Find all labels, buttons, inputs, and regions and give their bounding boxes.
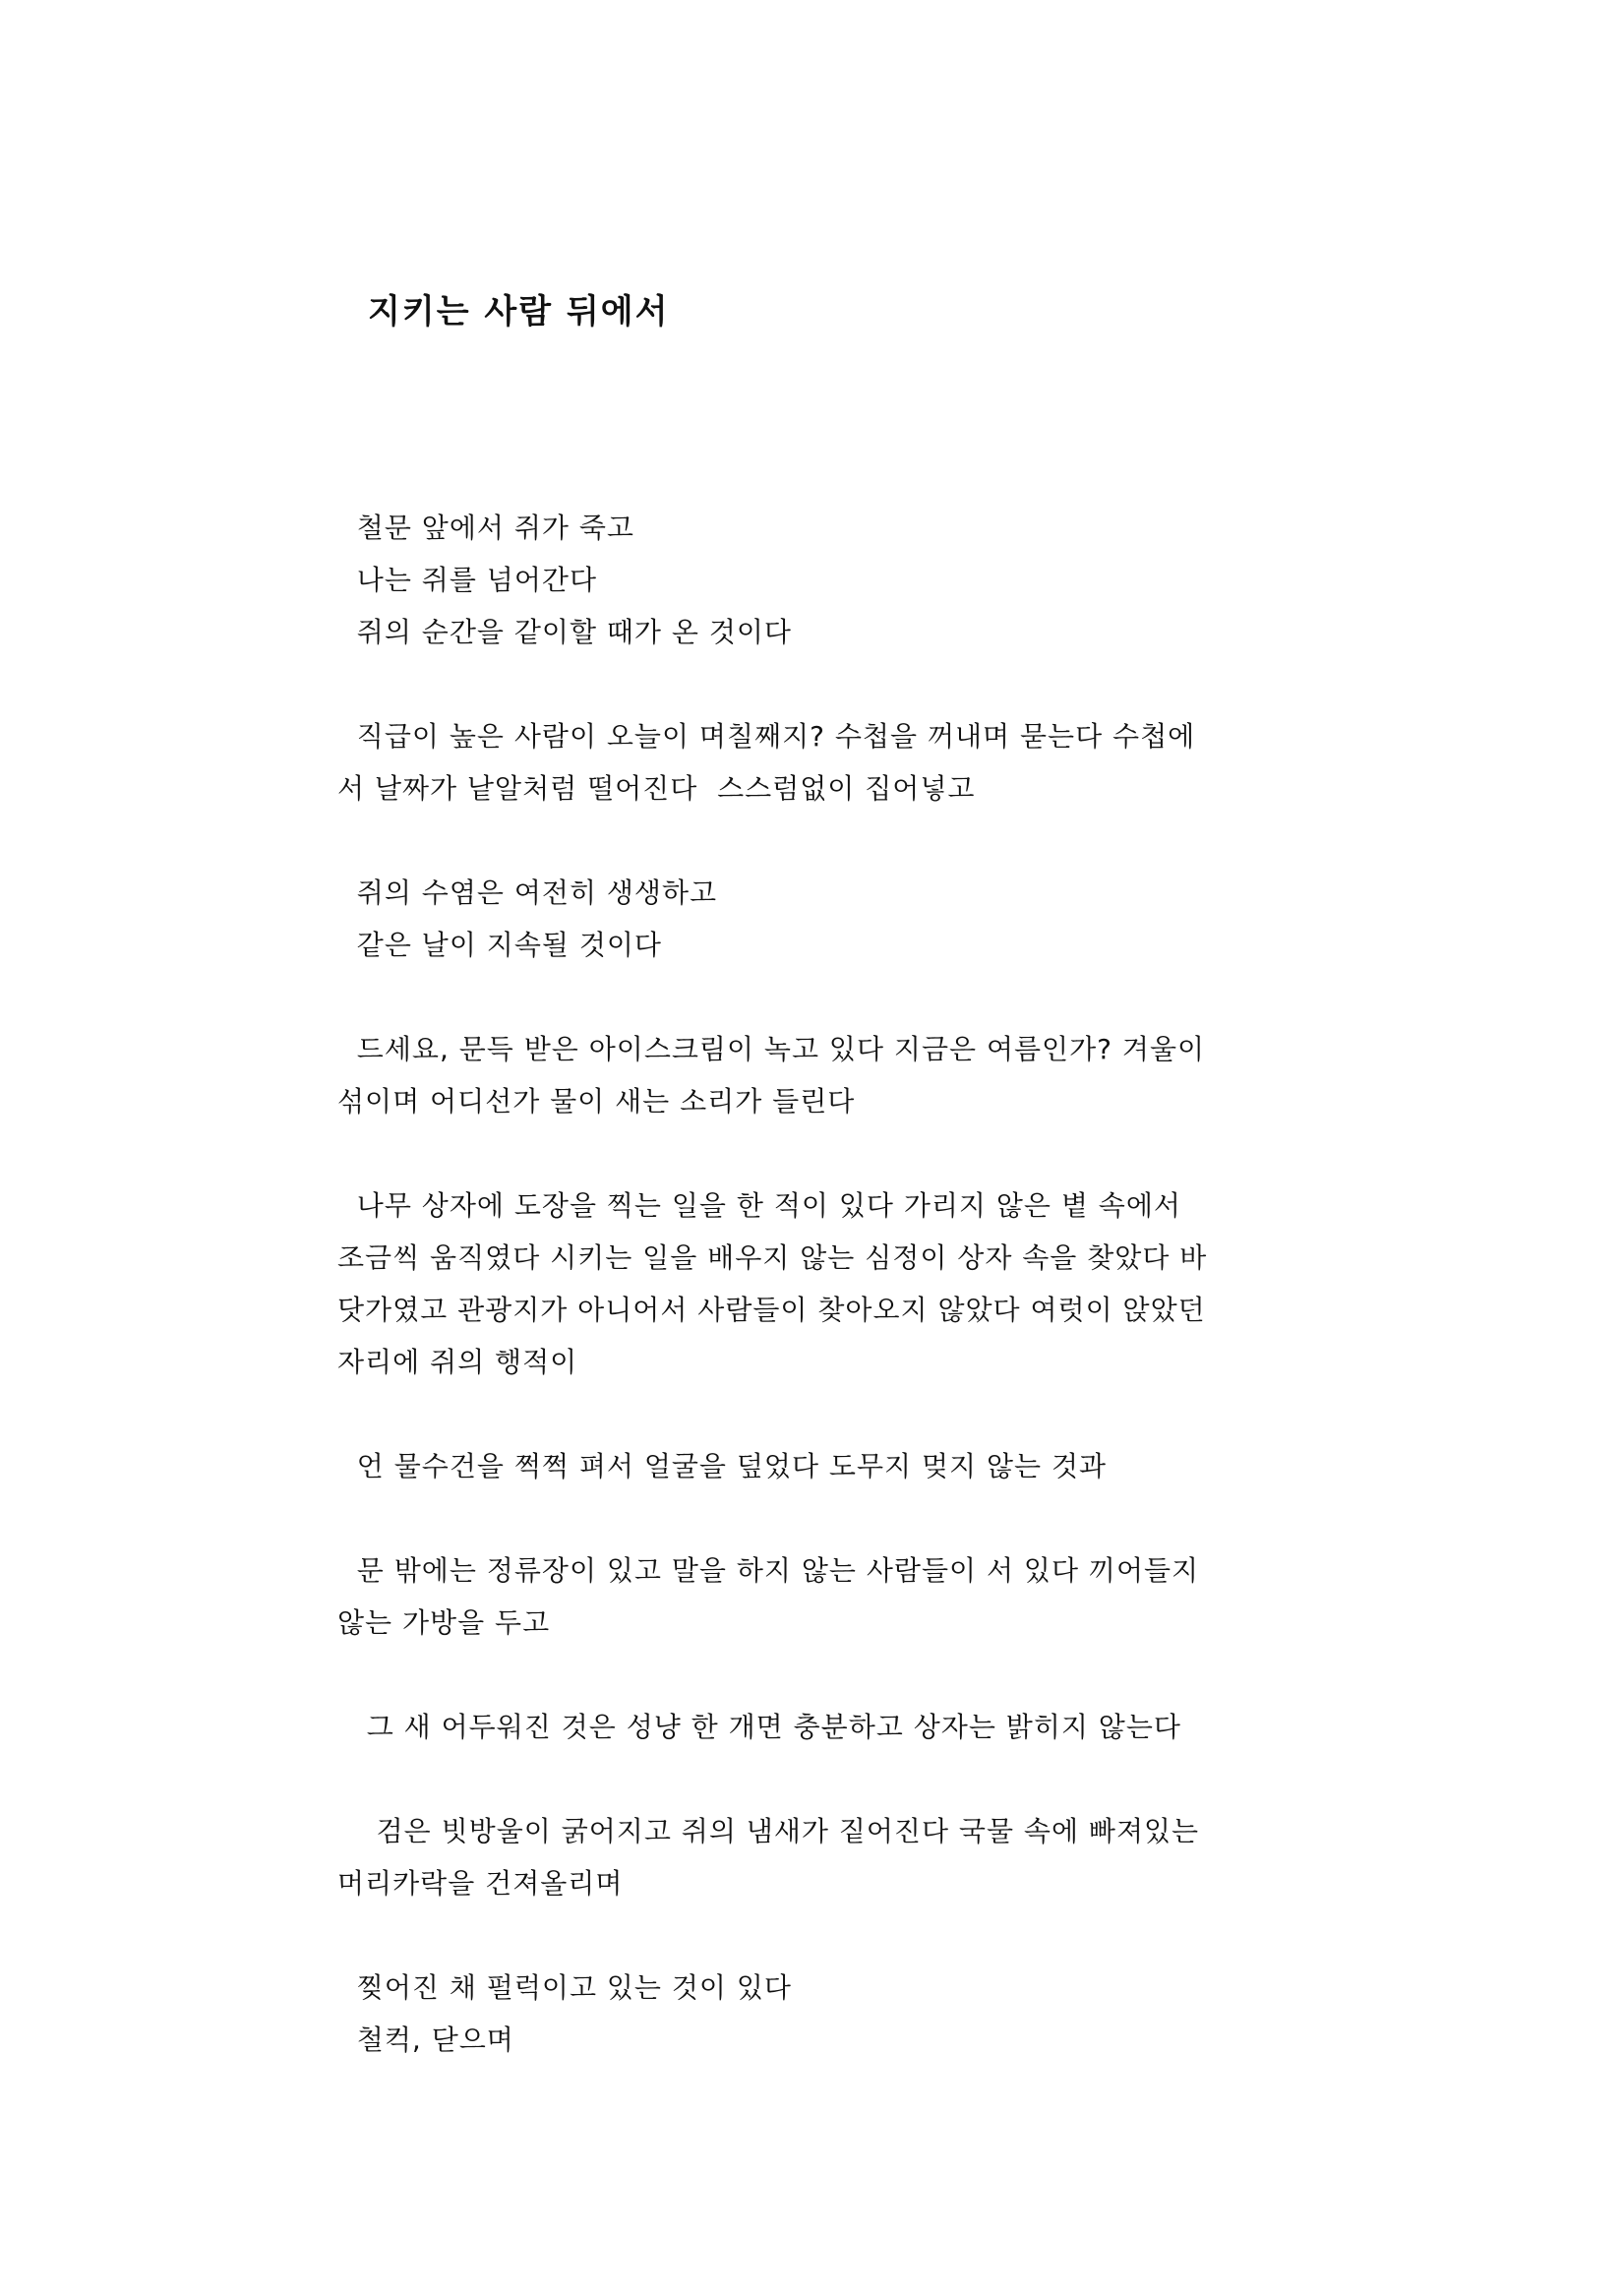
stanza [337, 1440, 1228, 1492]
stanza [337, 867, 1228, 971]
poem-line: 않는 가방을 두고 [337, 1606, 551, 1639]
poem-line: 검은 빗방울이 굵어지고 쥐의 냄새가 짙어진다 국물 속에 빠져있는 [337, 1815, 1200, 1847]
poem-line: 언 물수건을 쩍쩍 펴서 얼굴을 덮었다 도무지 멎지 않는 것과 [337, 1450, 1108, 1482]
stanza-gap [337, 1909, 1228, 1962]
stanza [337, 1023, 1228, 1127]
poem-line: 조금씩 움직였다 시키는 일을 배우지 않는 심정이 상자 속을 찾았다 바 [337, 1241, 1208, 1274]
poem-title: 지키는 사람 뒤에서 [368, 292, 670, 332]
stanza-gap [337, 1753, 1228, 1805]
poem-line: 나무 상자에 도장을 찍는 일을 한 적이 있다 가리지 않은 볕 속에서 [337, 1189, 1181, 1222]
poem-line: 직급이 높은 사람이 오늘이 며칠째지? 수첩을 꺼내며 묻는다 수첩에 [337, 720, 1196, 753]
stanza-gap [337, 658, 1228, 710]
poem-line: 섞이며 어디선가 물이 새는 소리가 들린다 [337, 1085, 856, 1118]
poem-line: 자리에 쥐의 행적이 [337, 1346, 578, 1378]
stanza [337, 1544, 1228, 1649]
stanza [337, 502, 1228, 658]
poem-line: 나는 쥐를 넘어간다 [337, 564, 597, 596]
poem-line: 문 밖에는 정류장이 있고 말을 하지 않는 사람들이 서 있다 끼어들지 [337, 1554, 1200, 1587]
poem-line: 같은 날이 지속될 것이다 [337, 929, 662, 961]
stanza-gap [337, 1492, 1228, 1544]
poem-body [337, 502, 1228, 2066]
poem-line: 서 날짜가 낱알처럼 떨어진다 스스럼없이 집어넣고 [337, 772, 976, 805]
stanza-gap [337, 1388, 1228, 1440]
poem-line: 철컥, 닫으며 [337, 2024, 514, 2056]
stanza-gap [337, 971, 1228, 1023]
poem-line: 드세요, 문득 받은 아이스크림이 녹고 있다 지금은 여름인가? 겨울이 [337, 1033, 1206, 1065]
poem-line: 그 새 어두워진 것은 성냥 한 개면 충분하고 상자는 밝히지 않는다 [337, 1711, 1181, 1743]
poem-line: 닷가였고 관광지가 아니어서 사람들이 찾아오지 않았다 여럿이 앉았던 [337, 1294, 1206, 1326]
stanza-gap [337, 1127, 1228, 1179]
stanza [337, 1179, 1228, 1388]
stanza-gap [337, 1649, 1228, 1701]
poem-line: 철문 앞에서 쥐가 죽고 [337, 512, 634, 544]
poem-line: 찢어진 채 펄럭이고 있는 것이 있다 [337, 1971, 792, 2004]
stanza [337, 1701, 1228, 1753]
stanza [337, 1962, 1228, 2066]
poem-line: 쥐의 수염은 여전히 생생하고 [337, 876, 718, 909]
stanza [337, 710, 1228, 815]
poem-line: 머리카락을 건져올리며 [337, 1867, 624, 1900]
poem-line: 쥐의 순간을 같이할 때가 온 것이다 [337, 616, 792, 648]
stanza-gap [337, 815, 1228, 867]
stanza [337, 1805, 1228, 1909]
